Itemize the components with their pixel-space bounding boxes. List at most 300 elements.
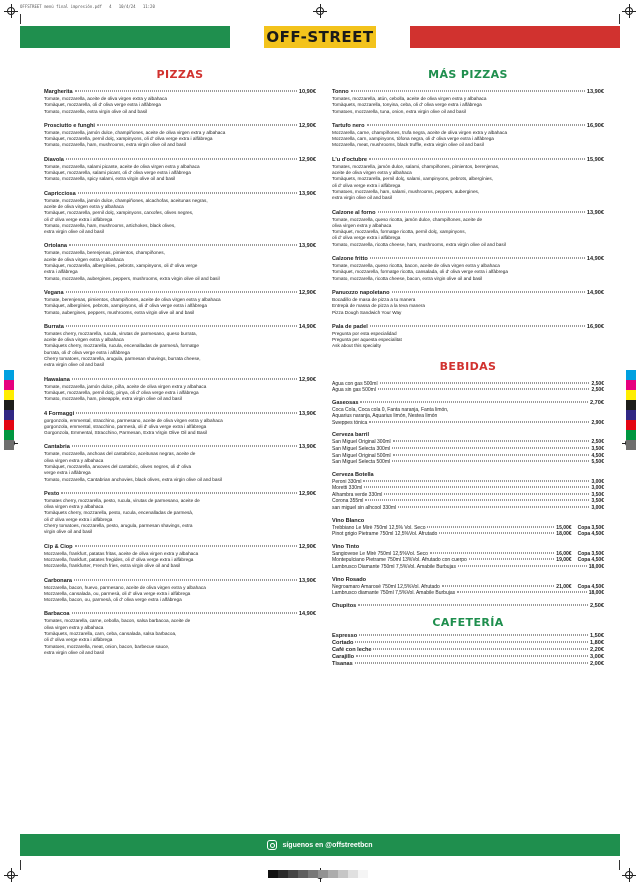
item-description: Tomàquet, mozzarella, salami picant, oli d' oliva verge extra i alfàbrega bbox=[44, 170, 191, 176]
item-price: 10,90€ bbox=[298, 89, 316, 95]
menu-item-row bbox=[44, 411, 316, 418]
dot-leader bbox=[378, 389, 590, 390]
item-price: 1,50€ bbox=[590, 632, 604, 639]
item-description: Mozzarella, carne, champiñones, trufa negra, aceite de oliva virgen extra y albahaca bbox=[332, 129, 508, 135]
item-description: Tomàquets, mozzarella, carn, ceba, cansalada, salsa barbacoa, bbox=[44, 631, 177, 637]
wine-bottle-price: 19,00€ bbox=[556, 557, 572, 564]
item-name: Barbacoa bbox=[44, 611, 70, 618]
header-green-band bbox=[20, 26, 230, 48]
item-description: Pregunta por esta especialidad bbox=[332, 330, 397, 336]
menu-item-row bbox=[332, 256, 604, 263]
item-description: Tomates cherry, mozzarella, rucula, virutas de parmesano, queso burrata, bbox=[44, 330, 197, 336]
item-price: 2,00€ bbox=[590, 660, 604, 667]
item-description: Tomàquet, mozzarella, anxoves del cantabric, olives negres, oli d' oliva bbox=[44, 463, 192, 469]
item-description: burrata, oli d' oliva verge extra i alfàbrega bbox=[44, 349, 130, 355]
color-swatch bbox=[626, 430, 636, 440]
dot-leader bbox=[392, 447, 589, 448]
dot-leader bbox=[430, 552, 554, 553]
item-description: Gorgonzola, Emmental, Stracchino, Parmesan, Extra Virgin Olive Oil and Basil bbox=[44, 430, 208, 436]
item-description: oliva virgen extra y albahaca bbox=[44, 624, 104, 630]
drink-row bbox=[332, 498, 604, 505]
menu-item-row bbox=[332, 290, 604, 297]
item-description: Tomate, mozzarella, jamón dulce, piña, aceite de oliva virgen extra y albahaca bbox=[44, 383, 207, 389]
item-description: Entrepà de massa de pizza a la teva manera bbox=[332, 303, 426, 309]
wine-bottle-price: 15,00€ bbox=[556, 524, 572, 531]
dot-leader bbox=[380, 382, 590, 383]
drink-price: 3,00€ bbox=[591, 478, 604, 485]
item-description: Mozzarella, carn, xampinyons, tòfona negra, oli d' oliva verge extra i alfàbrega bbox=[332, 136, 494, 142]
drink-price: 2,50€ bbox=[591, 439, 604, 446]
dot-leader bbox=[458, 566, 587, 567]
item-name: Calzone fritto bbox=[332, 256, 368, 263]
item-description: Tomato, mozzarella, ricotta cheese, ham, mushrooms, extra virgin olive oil and basil bbox=[332, 241, 506, 247]
item-name: L'u d'octubre bbox=[332, 156, 367, 163]
item-description: Tomate, berenjenas, pimientos, champiñones, aceite de oliva virgen extra y albahaca bbox=[44, 296, 221, 302]
dot-leader bbox=[356, 655, 588, 656]
gray-step bbox=[358, 870, 368, 878]
item-description: Bocadillo de masa de pizza a tu manera bbox=[332, 296, 416, 302]
menu-item bbox=[44, 123, 316, 149]
menu-item-row bbox=[44, 191, 316, 198]
dot-leader bbox=[393, 441, 590, 442]
menu-item-row bbox=[44, 157, 316, 164]
item-description: Tomate, mozzarella, jamón dulce, champiñones, alcachofas, aceitunas negras, bbox=[44, 197, 208, 203]
print-swatches-left bbox=[4, 370, 14, 450]
menu-item-row bbox=[44, 491, 316, 498]
drink-name: San Miguel Original 500ml bbox=[332, 452, 391, 459]
item-description: aceite de oliva virgen extra y albahaca bbox=[44, 256, 124, 262]
bebidas-list bbox=[332, 381, 604, 610]
item-description: Tomàquets cherry, mozzarella, rucula, encenalladas de parmesà, formatge bbox=[44, 343, 199, 349]
dot-leader bbox=[78, 192, 297, 193]
item-description: Tomato, mozzarella, extra virgin olive oil and basil bbox=[44, 108, 148, 114]
dot-leader bbox=[74, 579, 297, 580]
dot-leader bbox=[355, 662, 588, 663]
wine-bottle-price: 16,00€ bbox=[556, 550, 572, 557]
wine-row bbox=[332, 584, 604, 591]
item-description: Tomato, mozzarella, ham, mushrooms, extra virgin olive oil and basil bbox=[44, 142, 186, 148]
item-price: 14,90€ bbox=[586, 289, 604, 296]
item-price: 16,90€ bbox=[586, 122, 604, 129]
item-description: extra virgin olive oil and basil bbox=[44, 362, 104, 368]
item-description: Mozzarella, frankfurt, patates fregides, oli d' oliva verge extra i alfàbrega bbox=[44, 556, 194, 562]
agua-group bbox=[332, 381, 604, 394]
item-description: Tomàquet, mozzarella, formatge ricotta, pernil dolç, xampinyons, bbox=[332, 229, 466, 235]
item-name: Prosciutto e funghi bbox=[44, 122, 95, 129]
wine-name: Lambrusco Diamante 750ml 7,5%Vol. Amabile Burbujas bbox=[332, 564, 456, 571]
menu-item bbox=[44, 411, 316, 437]
dot-leader bbox=[378, 211, 585, 212]
menu-item bbox=[44, 324, 316, 369]
item-description: Tomate, mozzarella, aceite de oliva virgen extra y albahaca bbox=[44, 96, 167, 101]
item-name: Tisanas bbox=[332, 660, 353, 667]
dot-leader bbox=[365, 500, 589, 501]
drink-row bbox=[332, 439, 604, 446]
item-price: 12,90€ bbox=[298, 543, 316, 550]
mas-pizzas-list bbox=[332, 89, 604, 350]
drink-name: san miguel sin alhcool 330ml bbox=[332, 505, 397, 512]
menu-item bbox=[44, 243, 316, 281]
item-price: 12,90€ bbox=[298, 376, 316, 383]
registration-mark-icon bbox=[4, 4, 18, 18]
menu-item-row bbox=[44, 89, 316, 96]
group-title: Gaseosas bbox=[332, 399, 359, 406]
drink-name: Agua sin gas 500ml bbox=[332, 387, 376, 394]
item-description: aceite de oliva virgen extra y albahaca bbox=[44, 203, 124, 209]
item-description: Mozzarella, frankfurt, patatas fritas, aceite de oliva virgen extra y albahaca bbox=[44, 550, 199, 556]
item-name: Café con leche bbox=[332, 646, 372, 653]
item-description: Tomate, mozzarella, anchoas del cantabrico, aceitunas negras, aceite de bbox=[44, 451, 196, 457]
item-description: Mozzarella, bacon, huevo, parmesano, aceite de oliva virgen extra y albahaca bbox=[44, 584, 206, 590]
menu-item-row bbox=[44, 290, 316, 297]
wine-row bbox=[332, 531, 604, 538]
item-description: Tomàquet, mozzarella, pernil dolç, pinya, oli d' oliva verge extra i alfàbrega bbox=[44, 389, 199, 395]
dot-leader bbox=[97, 124, 297, 125]
wine-name: Pinot grigio Pietrame 750ml 12,5%Vol. Afrutado bbox=[332, 531, 438, 538]
dot-leader bbox=[69, 245, 297, 246]
item-price: 12,90€ bbox=[298, 156, 316, 163]
item-price: 14,90€ bbox=[298, 323, 316, 330]
item-description: Tomatoes, mozzarella, ham, salami, mushrooms, peppers, aubergines, bbox=[332, 188, 480, 194]
dot-leader bbox=[427, 526, 554, 527]
dot-leader bbox=[392, 461, 589, 462]
drink-name: Sweppes tónica bbox=[332, 419, 368, 426]
drink-price: 2,70€ bbox=[590, 399, 604, 406]
dot-leader bbox=[373, 648, 588, 649]
gaseosas-group bbox=[332, 400, 604, 426]
wine-group bbox=[332, 577, 604, 597]
menu-item-row bbox=[44, 444, 316, 451]
item-description: Tomates, mozzarella, jamón dulce, salami, champiñones, pimientos, berenjenas, bbox=[332, 163, 500, 169]
dot-leader bbox=[364, 487, 589, 488]
item-name: Cantabria bbox=[44, 444, 70, 451]
registration-mark-icon bbox=[622, 868, 636, 882]
item-description: aceite de oliva virgen extra y albahaca bbox=[332, 170, 412, 176]
menu-item bbox=[44, 89, 316, 115]
item-price: 13,90€ bbox=[298, 577, 316, 584]
item-price: 2,20€ bbox=[590, 646, 604, 653]
dot-leader bbox=[442, 585, 554, 586]
drink-price: 3,00€ bbox=[591, 505, 604, 512]
item-name: Diavola bbox=[44, 156, 64, 163]
beer-group bbox=[332, 432, 604, 465]
dot-leader bbox=[469, 559, 554, 560]
menu-item bbox=[44, 491, 316, 536]
color-swatch bbox=[4, 420, 14, 430]
color-swatch bbox=[4, 440, 14, 450]
wine-glass-price: Copa 4,50€ bbox=[577, 557, 604, 564]
dot-leader bbox=[369, 158, 585, 159]
mas-pizzas-title: MÁS PIZZAS bbox=[428, 68, 508, 81]
color-swatch bbox=[626, 410, 636, 420]
menu-item bbox=[44, 377, 316, 403]
item-description: Mozzarella, cansalada, ou, parmesà, oli d' oliva verge extra i alfàbrega bbox=[44, 590, 191, 596]
gaseosas-list: Aquarius naranja, Aquarius limón, Nestea limón bbox=[332, 413, 438, 420]
dot-leader bbox=[363, 480, 589, 481]
menu-item bbox=[44, 578, 316, 604]
item-description: extra virgin olive oil and basil bbox=[332, 195, 392, 201]
print-header: OFFSTREET menú final impresión.pdf 4 10/4/24 11:20 bbox=[20, 4, 155, 9]
item-price: 14,90€ bbox=[298, 611, 316, 618]
item-description: Mozzarella, meat, mushrooms, black truffle, extra virgin olive oil and basil bbox=[332, 142, 484, 148]
drink-row bbox=[332, 387, 604, 394]
item-price: 12,90€ bbox=[298, 122, 316, 129]
dot-leader bbox=[72, 613, 297, 614]
dot-leader bbox=[75, 545, 297, 546]
item-description: Tomàquet, mozzarella, pernil dolç, xampinyons, oli d' oliva verge extra i alfàbrega bbox=[44, 136, 213, 142]
drink-price: 2,50€ bbox=[591, 380, 604, 387]
item-name: Pala de padel bbox=[332, 323, 368, 330]
menu-item-row bbox=[44, 324, 316, 331]
item-description: Pizza Dough Sandwich Your Way bbox=[332, 309, 402, 315]
menu-item bbox=[332, 290, 604, 316]
item-description: oli d' oliva verge extra i alfàbrega bbox=[44, 637, 113, 643]
crop-mark bbox=[619, 860, 620, 870]
drink-name: Corona 355ml bbox=[332, 498, 364, 505]
menu-item bbox=[332, 123, 604, 149]
gray-step bbox=[268, 870, 278, 878]
pizzas-title: PIZZAS bbox=[156, 68, 204, 81]
item-name: Chupitos bbox=[332, 602, 357, 609]
drink-row bbox=[332, 485, 604, 492]
print-swatches-right bbox=[626, 370, 636, 450]
dot-leader bbox=[61, 492, 297, 493]
wine-glass-price: Copa 3,50€ bbox=[577, 524, 604, 531]
item-description: gorgonzola, emmental, stracchino, parmesano, aceite de oliva virgen extra y albahaca bbox=[44, 417, 223, 423]
item-price: 1,80€ bbox=[590, 639, 604, 646]
item-description: Tomàquet, mozzarella, formatge ricotta, cansalada, oli d' oliva verge extra i alfàbrega bbox=[332, 269, 508, 275]
item-description: oli d' oliva verge extra i alfàbrega bbox=[332, 235, 401, 241]
item-description: Tomato, mozzarella, aubergines, peppers, mushrooms, extra virgin olive oil and basil bbox=[44, 275, 220, 281]
item-name: Cortado bbox=[332, 639, 354, 646]
item-name: Calzone al forno bbox=[332, 209, 376, 216]
dot-leader bbox=[370, 325, 585, 326]
wine-name: Negroamaro Amarosé 750ml 12,5%Vol. Afrutado bbox=[332, 583, 440, 590]
social-handle[interactable]: síguenos en @offstreetbcn bbox=[282, 841, 373, 849]
dot-leader bbox=[384, 493, 589, 494]
dot-leader bbox=[355, 641, 588, 642]
wine-glass-price: Copa 3,50€ bbox=[577, 550, 604, 557]
item-description: Tomàquets cherry, mozzarella, pesto, rucula, encenalladas de parmesà, bbox=[44, 510, 194, 516]
wine-glass-price: Copa 4,50€ bbox=[577, 531, 604, 538]
wine-group bbox=[332, 544, 604, 571]
drink-price: 3,50€ bbox=[591, 491, 604, 498]
footer-bar bbox=[20, 834, 620, 856]
drink-row bbox=[332, 420, 604, 427]
item-description: oliva virgen extra y albahaca bbox=[44, 457, 104, 463]
item-price: 15,90€ bbox=[586, 156, 604, 163]
item-price: 12,90€ bbox=[298, 490, 316, 497]
item-description: oliva virgen extra y albahaca bbox=[44, 504, 104, 510]
item-description: oli d' oliva verge extra i alfàbrega bbox=[332, 182, 401, 188]
item-price: 13,90€ bbox=[586, 209, 604, 216]
menu-item bbox=[332, 210, 604, 248]
dot-leader bbox=[75, 91, 297, 92]
gaseosas-row bbox=[332, 400, 604, 407]
item-name: Tartufo nero bbox=[332, 122, 365, 129]
item-price: 13,90€ bbox=[298, 410, 316, 417]
wine-name: Montepulciano Pietrame 750ml 13%Vol. Afrutado con cuerpo bbox=[332, 557, 467, 564]
drink-row bbox=[332, 492, 604, 499]
instagram-icon bbox=[267, 840, 277, 850]
item-description: Tomàquets, mozzarella, tonyina, ceba, oli d' oliva verge extra i alfàbrega bbox=[332, 102, 482, 108]
chupitos-group bbox=[332, 603, 604, 610]
item-description: Tomàquet, mozzarella, albergínies, pebrots, xampinyons, oli d' oliva verge bbox=[44, 263, 198, 269]
dot-leader bbox=[370, 258, 585, 259]
item-name: Margherita bbox=[44, 89, 73, 95]
drink-row bbox=[332, 459, 604, 466]
item-name: Tonno bbox=[332, 89, 349, 95]
item-description: extra virgin olive oil and basil bbox=[44, 229, 104, 235]
item-name: Ortolana bbox=[44, 243, 68, 250]
drink-price: 3,00€ bbox=[591, 485, 604, 492]
group-title: Cerveza barril bbox=[332, 432, 370, 439]
dot-leader bbox=[398, 507, 589, 508]
wine-name: Sangiovese Le Mirè 750ml 12,5%Vol. Seco bbox=[332, 550, 428, 557]
drink-row bbox=[332, 446, 604, 453]
cafe-row bbox=[332, 661, 604, 668]
item-description: Tomato, mozzarella, Cantabrian anchovies, black olives, extra virgin olive oil and basil bbox=[44, 476, 222, 482]
gaseosas-list: Coca Cola, Coca cola 0, Fanta naranja, Fanta limón, bbox=[332, 406, 449, 413]
menu-item bbox=[44, 157, 316, 183]
item-description: Cherry tomatoes, mozzarella, arugula, parmesan shavings, burrata cheese, bbox=[44, 356, 201, 362]
item-price: 3,00€ bbox=[590, 653, 604, 660]
dot-leader bbox=[66, 325, 297, 326]
group-title: Cerveza Botella bbox=[332, 471, 374, 478]
item-description: Tomàquet, mozzarella, pernil dolç, xampinyons, carxofes, olives negres, bbox=[44, 210, 194, 216]
header-red-band bbox=[410, 26, 620, 48]
drink-price: 4,50€ bbox=[591, 452, 604, 459]
color-swatch bbox=[4, 410, 14, 420]
item-description: oli d' oliva verge extra i alfàbrega bbox=[44, 216, 113, 222]
drink-row bbox=[332, 505, 604, 512]
item-name: Espresso bbox=[332, 632, 358, 639]
drink-name: San Miguel Original 300ml bbox=[332, 439, 391, 446]
menu-item-row bbox=[44, 377, 316, 384]
color-swatch bbox=[4, 380, 14, 390]
item-name: Vegana bbox=[44, 289, 64, 296]
item-description: Mozzarella, frankfurter, French fries, extra virgin olive oil and basil bbox=[44, 563, 181, 569]
brand-logo: OFF-STREET bbox=[266, 28, 374, 46]
crop-mark bbox=[20, 14, 21, 24]
item-price: 13,90€ bbox=[298, 444, 316, 451]
dot-leader bbox=[351, 91, 585, 92]
dot-leader bbox=[369, 421, 589, 422]
color-swatch bbox=[4, 390, 14, 400]
gray-step bbox=[278, 870, 288, 878]
menu-item-row bbox=[44, 123, 316, 130]
item-name: 4 Formaggi bbox=[44, 410, 75, 417]
item-description: Tomatoes, mozzarella, tuna, onion, extra virgin olive oil and basil bbox=[332, 108, 466, 114]
menu-item-row bbox=[332, 324, 604, 331]
drink-row bbox=[332, 381, 604, 388]
menu-item bbox=[44, 544, 316, 570]
color-swatch bbox=[626, 380, 636, 390]
color-swatch bbox=[626, 420, 636, 430]
menu-item-row bbox=[332, 157, 604, 164]
item-price: 2,50€ bbox=[590, 602, 604, 609]
menu-item bbox=[44, 444, 316, 482]
wine-name: Trebbiano Le Mirè 750ml 12,5% Vol. Seco bbox=[332, 524, 426, 531]
cafe-row bbox=[332, 654, 604, 661]
item-description: Tomato, mozzarella, spicy salami, extra virgin olive oil and basil bbox=[44, 176, 176, 182]
menu-item-row bbox=[332, 123, 604, 130]
dot-leader bbox=[360, 401, 588, 402]
crop-mark bbox=[20, 860, 21, 870]
item-description: oliva virgen extra y albahaca bbox=[332, 222, 392, 228]
drink-price: 3,50€ bbox=[591, 498, 604, 505]
color-swatch bbox=[4, 370, 14, 380]
right-column bbox=[332, 68, 604, 668]
item-description: Pregunta per aquesta especialitat bbox=[332, 337, 402, 343]
item-description: Ask about this specialty bbox=[332, 343, 381, 349]
item-description: Tomàquets, mozzarella, pernil dolç, salami, xampinyons, pebrots, albergínies, bbox=[332, 176, 494, 182]
color-swatch bbox=[626, 370, 636, 380]
item-price: 13,90€ bbox=[586, 89, 604, 95]
item-description: Tomates cherry, mozzarella, pesto, rucula, virutas de parmesano, aceite de bbox=[44, 497, 200, 503]
dot-leader bbox=[66, 158, 297, 159]
cafe-row bbox=[332, 647, 604, 654]
menu-item-row bbox=[44, 544, 316, 551]
drink-name: Moretti 330ml bbox=[332, 485, 363, 492]
group-title: Vino Blanco bbox=[332, 517, 365, 524]
wine-row bbox=[332, 551, 604, 558]
dot-leader bbox=[72, 378, 297, 379]
item-name: Cip & Ciop bbox=[44, 543, 73, 550]
item-description: Tomate, mozzarella, jamón dulce, champiñones, aceite de oliva virgen extra y albahaca bbox=[44, 129, 226, 135]
menu-item bbox=[332, 324, 604, 350]
drink-price: 2,50€ bbox=[591, 387, 604, 394]
item-name: Capricciosa bbox=[44, 190, 76, 197]
drink-price: 3,50€ bbox=[591, 445, 604, 452]
dot-leader bbox=[72, 446, 297, 447]
menu-item-row bbox=[332, 210, 604, 217]
item-price: 13,90€ bbox=[298, 190, 316, 197]
menu-item bbox=[332, 256, 604, 282]
item-description: Tomates, mozzarella, atún, cebolla, aceite de oliva virgen extra y albahaca bbox=[332, 96, 487, 101]
dot-leader bbox=[358, 604, 588, 605]
item-price: 16,90€ bbox=[586, 323, 604, 330]
drink-price: 5,50€ bbox=[591, 459, 604, 466]
cafeteria-list bbox=[332, 633, 604, 668]
item-price: 12,90€ bbox=[298, 289, 316, 296]
wine-group bbox=[332, 518, 604, 538]
wine-glass-price: Copa 4,50€ bbox=[577, 583, 604, 590]
pizzas-column bbox=[44, 68, 316, 664]
item-description: Tomate, mozzarella, queso ricotta, jamón dulce, champiñones, aceite de bbox=[332, 216, 483, 222]
menu-item bbox=[44, 191, 316, 236]
beer-group bbox=[332, 472, 604, 512]
drink-row bbox=[332, 453, 604, 460]
item-description: extra virgin olive oil and basil bbox=[44, 649, 104, 655]
item-description: Tomate, mozzarella, salami picante, aceite de oliva virgen extra y albahaca bbox=[44, 163, 200, 169]
dot-leader bbox=[457, 592, 587, 593]
registration-mark-icon bbox=[4, 868, 18, 882]
menu-item bbox=[44, 290, 316, 316]
bebidas-title: BEBIDAS bbox=[439, 359, 497, 373]
crop-mark bbox=[619, 14, 620, 24]
item-description: aceite de oliva virgen extra y albahaca bbox=[44, 337, 124, 343]
item-description: oli d' oliva verge extra i alfàbrega bbox=[44, 516, 113, 522]
gray-step bbox=[328, 870, 338, 878]
item-price: 13,90€ bbox=[298, 243, 316, 250]
cafe-row bbox=[332, 640, 604, 647]
gray-step bbox=[318, 870, 328, 878]
item-description: Tomatoes, mozzarella, meat, onion, bacon, barbecue sauce, bbox=[44, 643, 170, 649]
menu-item bbox=[44, 611, 316, 656]
color-swatch bbox=[626, 440, 636, 450]
gray-step bbox=[298, 870, 308, 878]
